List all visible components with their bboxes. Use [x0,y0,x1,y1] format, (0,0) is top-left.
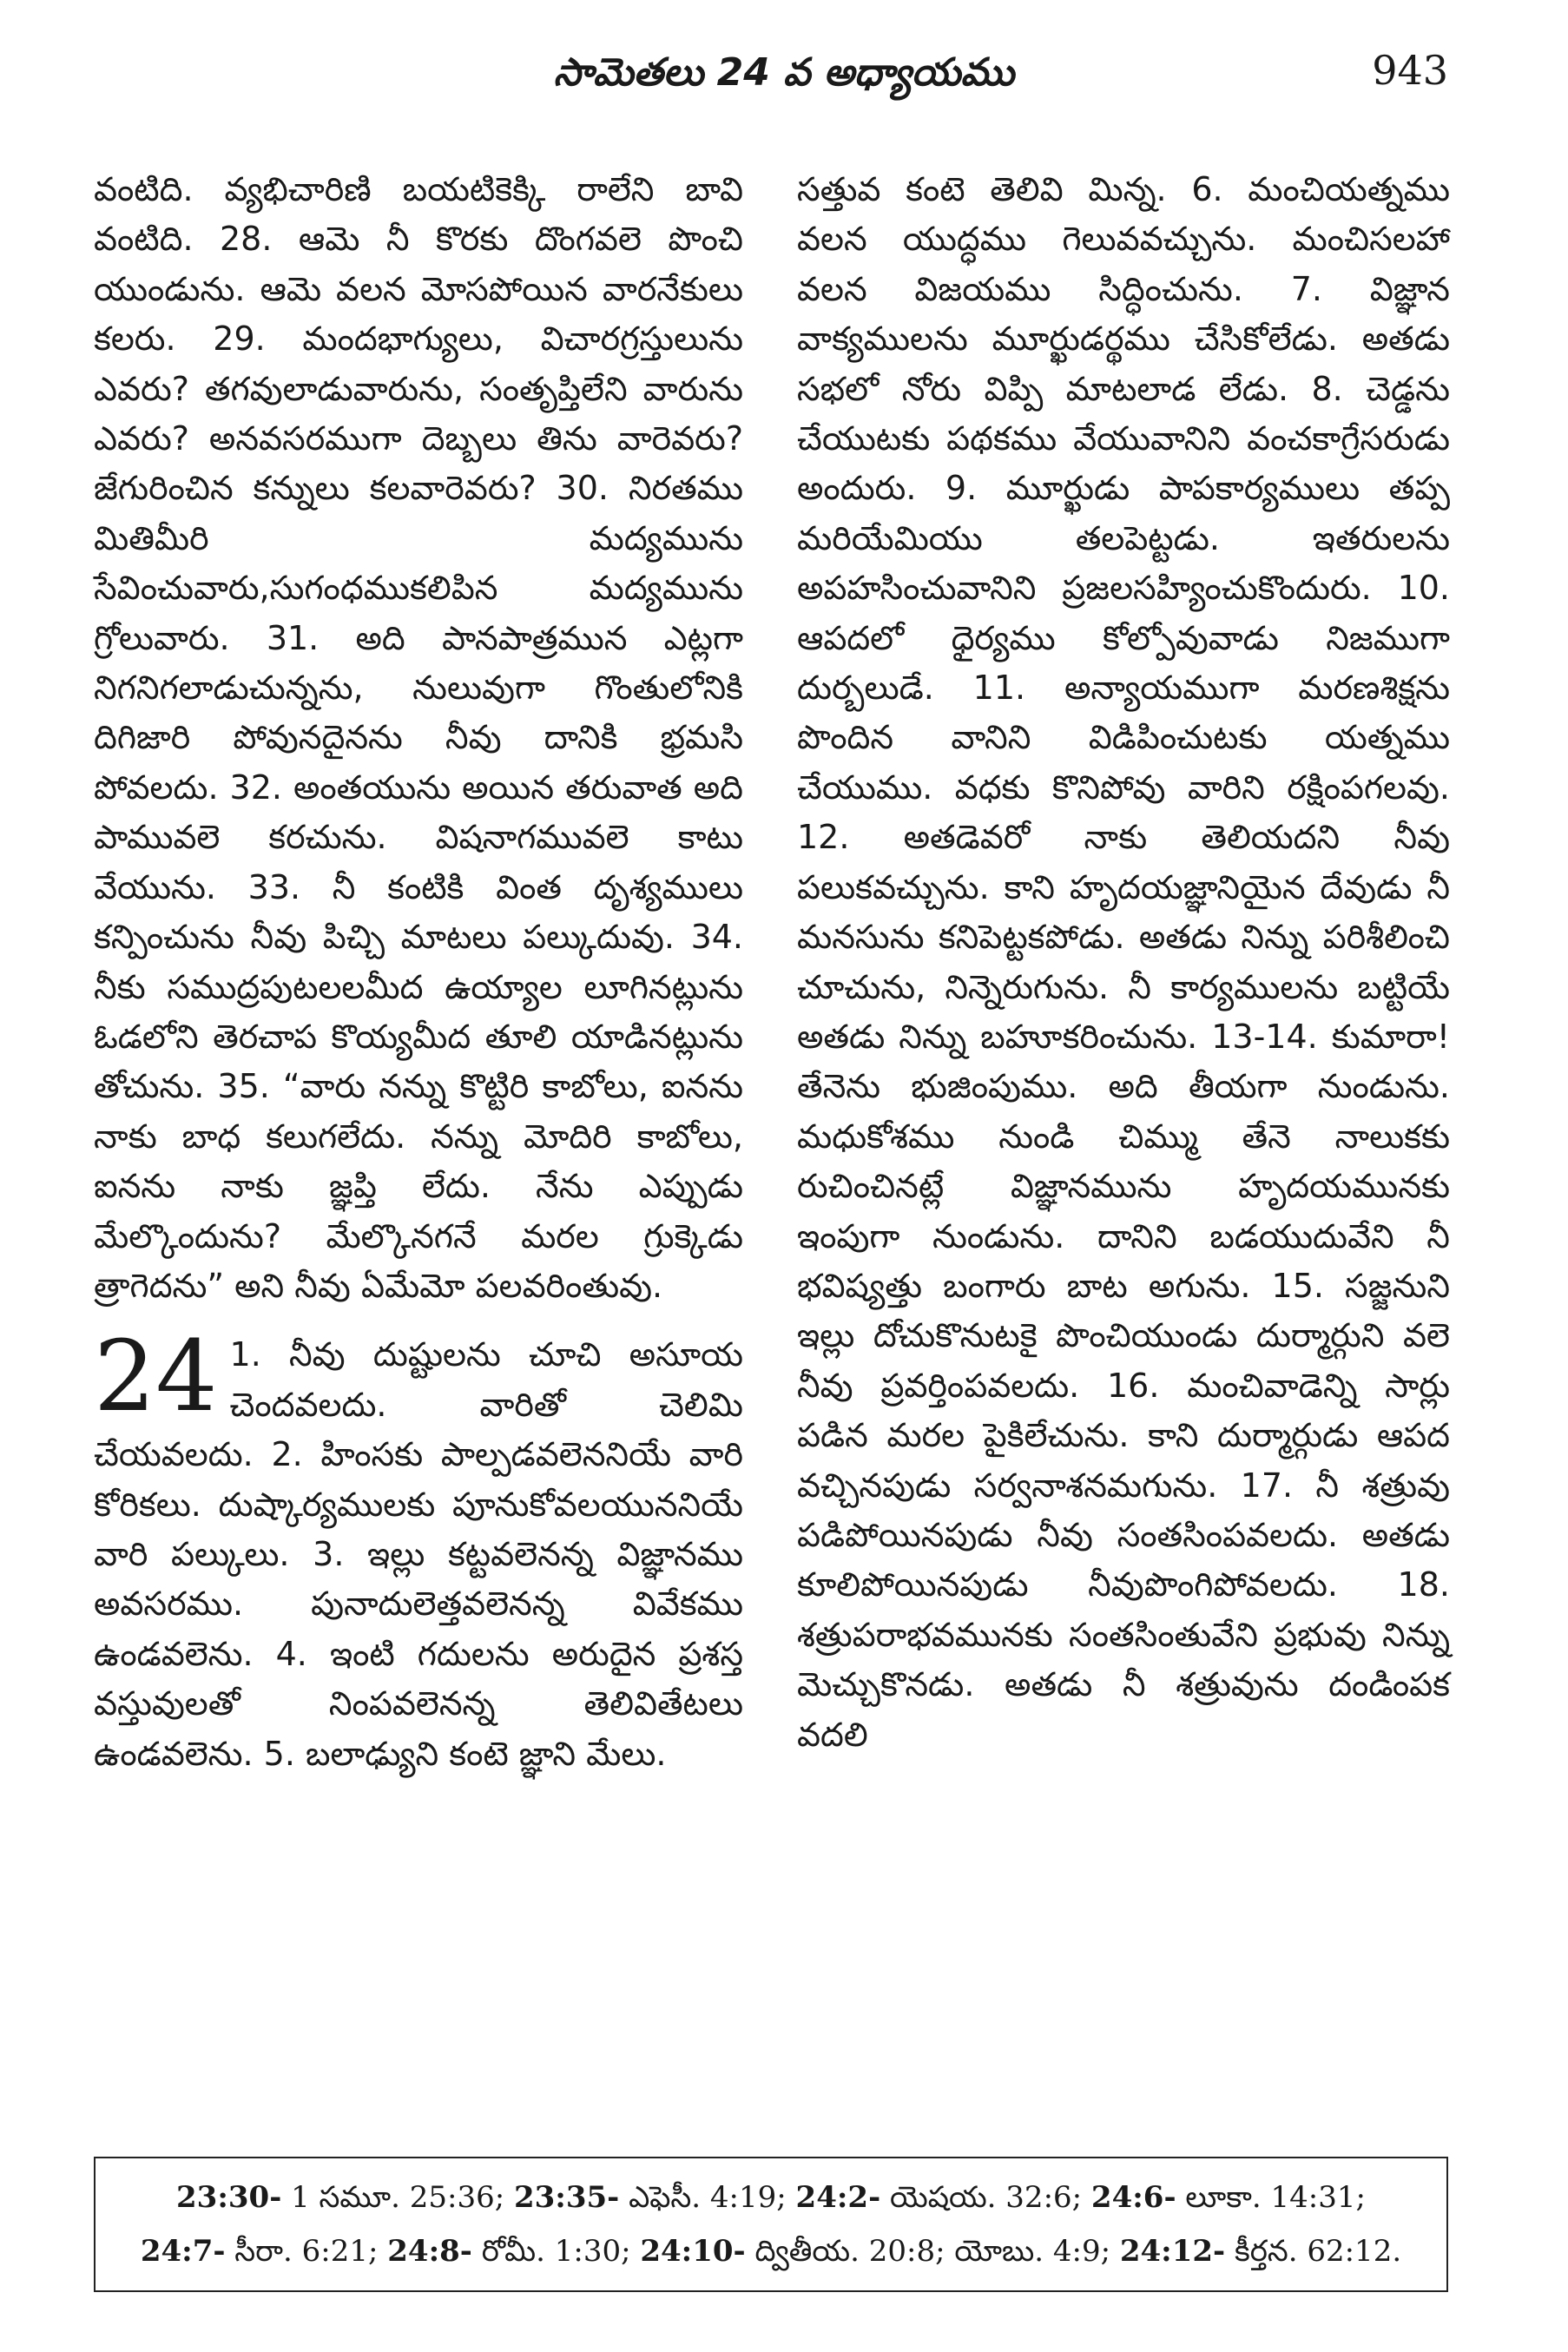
reference-verse: 24:8- [387,2234,472,2269]
reference-text: 1 సమూ. 25:36; [281,2180,514,2215]
reference-text: సీరా. 6:21; [225,2234,388,2269]
reference-verse: 24:7- [140,2234,226,2269]
reference-text: లూకా. 14:31; [1176,2180,1366,2215]
reference-text: కీర్తన. 62:12. [1225,2234,1402,2269]
page-title: సామెతలు 24 వ అధ్యాయము [553,50,1015,95]
left-column [94,165,743,1779]
reference-text: రోమీ. 1:30; [471,2234,641,2269]
reference-verse: 23:30- [176,2180,282,2215]
page-number: 943 [1372,47,1448,94]
reference-text: ద్వితీయ. 20:8; యోబు. 4:9; [745,2234,1120,2269]
chapter-number: 24 [94,1321,218,1434]
right-column [797,165,1450,1760]
reference-verse: 23:35- [513,2180,620,2215]
reference-verse: 24:10- [640,2234,746,2269]
reference-text: ఎఫెసీ. 4:19; [619,2180,796,2215]
body-paragraph: సత్తువ కంటె తెలివి మిన్న. 6. మంచియత్నము వలన యుద్ధము గెలువవచ్చును. మంచిసలహా వలన విజయము సిద్ధించును. 7. విజ్ఞాన వాక్యములను మూర్ఖుడర్థము చేసికోలేడు. అతడు సభలో నోరు విప్పి మాటలాడ లేడు. 8. చెడ్డను చేయుటకు పథకము వేయువానిని వంచకాగ్రేసరుడు అందురు. 9. మూర్ఖుడు పాపకార్యములు తప్ప మరియేమియు తలపెట్టడు. ఇతరులను అపహసించువానిని ప్రజలసహ్యించుకొందురు. 10. ఆపదలో ధైర్యము కోల్పోవువాడు నిజముగా దుర్బలుడే. 11. అన్యాయముగా మరణశిక్షను పొందిన వానిని విడిపించుటకు యత్నము చేయుము. వధకు కొనిపోవు వారిని రక్షింపగలవు. 12. అతడెవరో నాకు తెలియదని నీవు పలుకవచ్చును. కాని హృదయజ్ఞానియైన దేవుడు నీ మనసును కనిపెట్టకపోడు. అతడు నిన్ను పరిశీలించి చూచును, నిన్నెరుగును. నీ కార్యములను బట్టియే అతడు నిన్ను బహూకరించును. 13-14. కుమారా! తేనెను భుజింపుము. అది తీయగా నుండును. మధుకోశము నుండి చిమ్ము తేనె నాలుకకు రుచించినట్లే విజ్ఞానమును హృదయమునకు ఇంపుగా నుండును. దానిని బడయుదువేని నీ భవిష్యత్తు బంగారు బాట అగును. 15. సజ్జనుని ఇల్లు దోచుకొనుటకై పొంచియుండు దుర్మార్గుని వలె నీవు ప్రవర్తింపవలదు. 16. మంచివాడెన్ని సార్లు పడిన మరల పైకిలేచును. కాని దుర్మార్గుడు ఆపద వచ్చినపుడు సర్వనాశనమగును. 17. నీ శత్రువు పడిపోయినపుడు నీవు సంతసింపవలదు. అతడు కూలిపోయినపుడు నీవుపొంగిపోవలదు. 18. శత్రుపరాభవమునకు సంతసింతువేని ప్రభువు నిన్ను మెచ్చుకొనడు. అతడు నీ శత్రువును దండింపక వదలి [797,170,1450,1754]
cross-reference-box [94,2157,1448,2292]
reference-verse: 24:12- [1119,2234,1226,2269]
reference-verse: 24:2- [795,2180,881,2215]
reference-line-1 [96,2171,1446,2224]
reference-line-2 [96,2224,1446,2278]
reference-verse: 24:6- [1090,2180,1176,2215]
reference-text: యెషయ. 32:6; [880,2180,1091,2215]
body-paragraph: వంటిది. వ్యభిచారిణి బయటికెక్కి రాలేని బావి వంటిది. 28. ఆమె నీ కొరకు దొంగవలె పొంచి యుండును. ఆమె వలన మోసపోయిన వారనేకులు కలరు. 29. మందభాగ్యులు, విచారగ్రస్తులును ఎవరు? తగవులాడువారును, సంతృప్తిలేని వారును ఎవరు? అనవసరముగా దెబ్బలు తిను వారెవరు? జేగురించిన కన్నులు కలవారెవరు? 30. నిరతము మితిమీరి మద్యమును సేవించువారు,సుగంధముకలిపిన మద్యమును గ్రోలువారు. 31. అది పానపాత్రమున ఎట్లగా నిగనిగలాడుచున్నను, నులువుగా గొంతులోనికి దిగిజారి పోవునదైనను నీవు దానికి భ్రమసి పోవలదు. 32. అంతయును అయిన తరువాత అది పామువలె కరచును. విషనాగమువలె కాటు వేయును. 33. నీ కంటికి వింత దృశ్యములు కన్పించును నీవు పిచ్చి మాటలు పల్కుదువు. 34. నీకు సముద్రపుటలలమీద ఉయ్యాల లూగినట్లును ఓడలోని తెరచాప కొయ్యమీద తూలి యాడినట్లును తోచును. 35. “వారు నన్ను కొట్టిరి కాబోలు, ఐనను నాకు బాధ కలుగలేదు. నన్ను మోదిరి కాబోలు, ఐనను నాకు జ్ఞప్తి లేదు. నేను ఎప్పుడు మేల్కొందును? మేల్కొనగనే మరల గ్రుక్కెడు త్రాగెదను” అని నీవు ఏమేమో పలవరింతువు. [94,170,743,1305]
chapter-text: 1. నీవు దుష్టులను చూచి అసూయ చెందవలదు. వారితో చెలిమి చేయవలదు. 2. హింసకు పాల్పడవలెననియే వారి కోరికలు. దుష్కార్యములకు పూనుకోవలయుననియే వారి పల్కులు. 3. ఇల్లు కట్టవలెనన్న విజ్ఞానము అవసరము. పునాదులెత్తవలెనన్న వివేకము ఉండవలెను. 4. ఇంటి గదులను అరుదైన ప్రశస్త వస్తువులతో నింపవలెనన్న తెలివితేటలు ఉండవలెను. 5. బలాఢ్యుని కంటె జ్ఞాని మేలు. [94,1335,743,1773]
chapter-paragraph [94,1321,743,1779]
